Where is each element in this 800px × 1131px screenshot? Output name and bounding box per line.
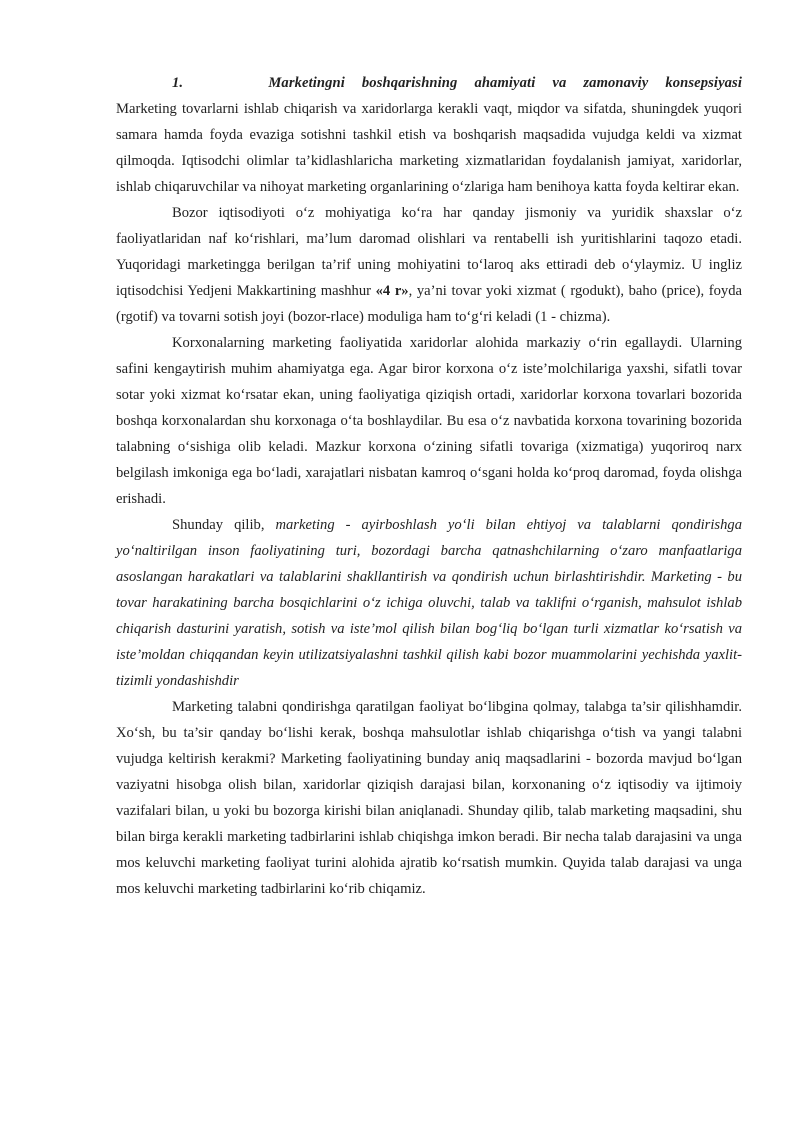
paragraph-2 [116, 200, 742, 330]
paragraph-4-lead: Shunday qilib, [172, 517, 276, 533]
paragraph-2-text-b: , ya’ni tovar yoki xizmat ( rgodukt), baho (price), foyda (rgotif) va tovarni sotish joyi (bozor-rlace) moduliga ham to‘g‘ri keladi (1 - chizma). [116, 283, 742, 325]
document-page [116, 70, 742, 902]
paragraph-2-bold-term: «4 r» [375, 283, 409, 299]
section-heading-text: 1. Marketingni boshqarishning ahamiyati va zamonaviy konsepsiyasi [172, 75, 742, 91]
paragraph-4 [116, 512, 742, 694]
paragraph-3: Korxonalarning marketing faoliyatida xaridorlar alohida markaziy o‘rin egallaydi. Ularning safini kengaytirish muhim ahamiyatga ega. Agar biror korxona o‘z iste’molchilariga yaxshi, sifatli tovar sotar yoki xizmat ko‘rsatar ekan, uning faoliyatiga qiziqish ortadi, xaridorlar korxona tovarlari bozorida boshqa korxonalardan shu korxonaga o‘ta boshlaydilar. Bu esa o‘z navbatida korxona tovarining bozorida talabning o‘sishiga olib keladi. Mazkur korxona o‘zining sifatli tovariga (xizmatiga) yuqoriroq narx belgilash imkoniga ega bo‘ladi, xarajatlari nisbatan kamroq o‘sgani holda ko‘proq daromad, foyda olishga erishadi. [116, 335, 742, 507]
section-heading [116, 70, 742, 96]
paragraph-5: Marketing talabni qondirishga qaratilgan faoliyat bo‘libgina qolmay, talabga ta’sir qilishhamdir. Xo‘sh, bu ta’sir qanday bo‘lishi kerak, boshqa mahsulotlar ishlab chiqarishga o‘tish va yangi talabni vujudga keltirish kerakmi? Marketing faoliyatining bunday aniq maqsadlarini - bozorda mavjud bo‘lgan vaziyatni hisobga olish bilan, xaridorlar qiziqish darajasi bilan, korxonaning o‘z iqtisodiy va ijtimoiy vazifalari bilan, u yoki bu bozorga kirishi bilan aniqlanadi. Shunday qilib, talab marketing maqsadini, shu bilan birga kerakli marketing tadbirlarini ishlab chiqishga imkon beradi. Bir necha talab darajasini va unga mos keluvchi marketing faoliyat turini alohida ajratib ko‘rsatish mumkin. Quyida talab darajasi va unga mos keluvchi marketing tadbirlarini ko‘rib chiqamiz. [116, 699, 742, 897]
paragraph-1: Marketing tovarlarni ishlab chiqarish va xaridorlarga kerakli vaqt, miqdor va sifatda, shuningdek yuqori samara hamda foyda evaziga sotishni tashkil etish va boshqarish maqsadida vujudga keldi va xizmat qilmoqda. Iqtisodchi olimlar ta’kidlashlaricha marketing xizmatlaridan foydalanish jamiyat, xaridorlar, ishlab chiqaruvchilar va nihoyat marketing organlarining o‘zlariga ham benihoya katta foyda keltirar ekan. [116, 101, 742, 195]
paragraph-4-definition: marketing - ayirboshlash yo‘li bilan ehtiyoj va talablarni qondirishga yo‘naltirilgan inson faoliyatining turi, bozordagi barcha qatnashchilarning o‘zaro manfaatlariga asoslangan harakatlari va talablarini shakllantirish va qondirish uchun birlashtirishdir. Marketing - bu tovar harakatining barcha bosqichlarini o‘z ichiga oluvchi, talab va taklifni o‘rganish, mahsulot ishlab chiqarish dasturini yaratish, sotish va iste’mol qilish bilan bog‘liq bo‘lgan turli xizmatlar ko‘rsatish va iste’moldan chiqqandan keyin utilizatsiyalashni tashkil qilish kabi bozor muammolarini yechishda yaxlit-tizimli yondashishdir [116, 517, 742, 689]
paragraph-2-text-a: Bozor iqtisodiyoti o‘z mohiyatiga ko‘ra har qanday jismoniy va yuridik shaxslar o‘z faoliyatlaridan naf ko‘rishlari, ma’lum daromad olishlari va rentabelli ish yuritishlarini taqozo etadi. Yuqoridagi marketingga berilgan ta’rif uning mohiyatini to‘laroq aks ettiradi deb o‘ylaymiz. U ingliz iqtisodchisi Yedjeni Makkartining mashhur [116, 205, 742, 299]
